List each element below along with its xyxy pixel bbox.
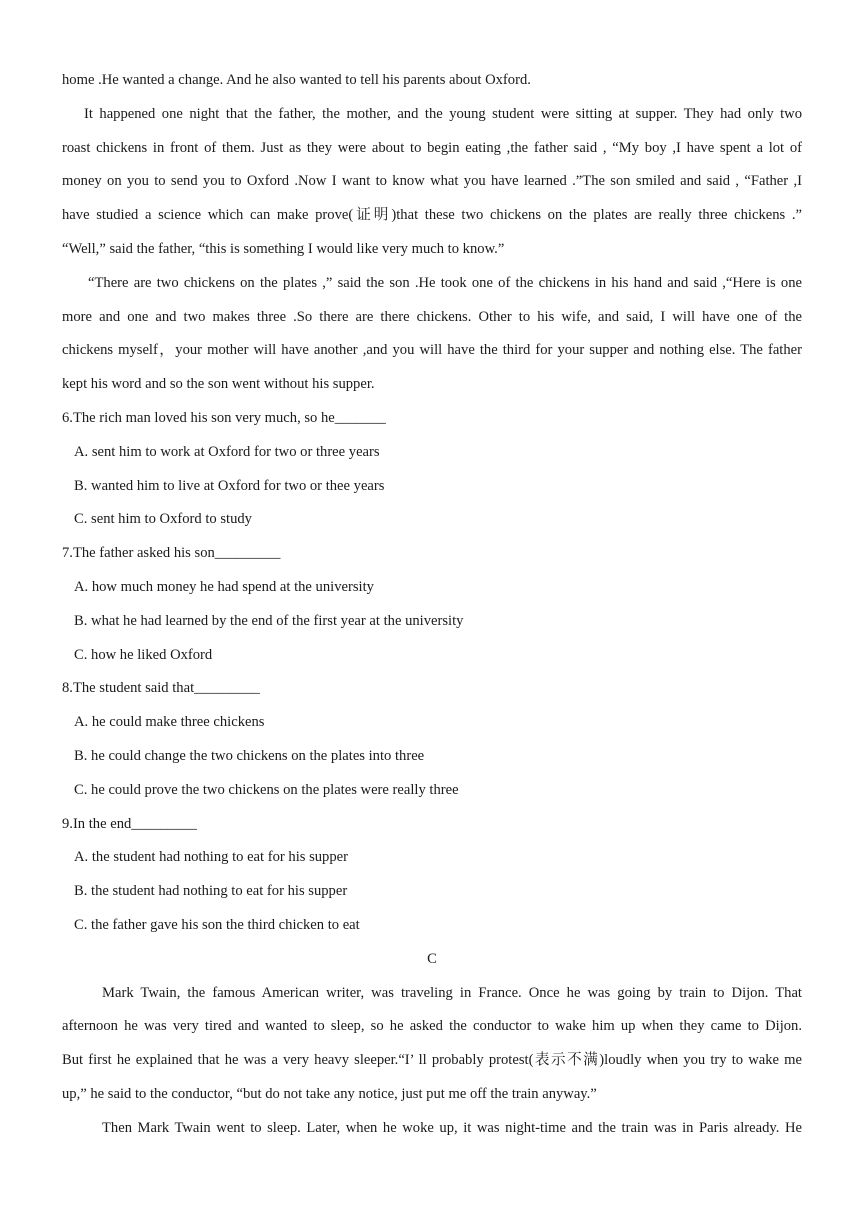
- option-b: B. he could change the two chickens on the plates into three: [74, 747, 425, 764]
- passage-line: “There are two chickens on the plates ,” said the son .He took one of the chickens in his hand and said ,“Here is one: [88, 274, 802, 291]
- question-6: [62, 402, 802, 537]
- passage-line: It happened one night that the father, the mother, and the young student were sitting at supper. They had only two: [84, 105, 802, 122]
- question-8: [62, 672, 802, 807]
- passage-line: have studied a science which can make prove(证明)that these two chickens on the plates are really three chickens .”: [62, 207, 802, 224]
- document-page: [62, 64, 802, 1146]
- option-a: A. the student had nothing to eat for his supper: [74, 849, 348, 866]
- question-stem: 8.The student said that_________: [62, 680, 260, 697]
- passage-line: Mark Twain, the famous American writer, was traveling in France. Once he was going by train to Dijon. That: [102, 984, 802, 1001]
- passage-b: [62, 64, 802, 402]
- passage-line: Then Mark Twain went to sleep. Later, when he woke up, it was night-time and the train was in Paris already. He: [102, 1119, 802, 1136]
- question-stem: 7.The father asked his son_________: [62, 545, 281, 562]
- passage-line: home .He wanted a change. And he also wanted to tell his parents about Oxford.: [62, 72, 531, 88]
- option-a: A. how much money he had spend at the university: [74, 578, 374, 595]
- option-c: C. sent him to Oxford to study: [74, 511, 252, 528]
- passage-line: roast chickens in front of them. Just as they were about to begin eating ,the father said , “My boy ,I have spent a lot of: [62, 139, 802, 156]
- question-stem: 6.The rich man loved his son very much, so he_______: [62, 409, 386, 426]
- passage-line: afternoon he was very tired and wanted to sleep, so he asked the conductor to wake him up when they came to Dijon.: [62, 1018, 802, 1035]
- passage-c: [62, 977, 802, 1146]
- question-stem: 9.In the end_________: [62, 815, 197, 832]
- passage-line: “Well,” said the father, “this is something I would like very much to know.”: [62, 240, 505, 257]
- option-c: C. how he liked Oxford: [74, 646, 213, 663]
- question-7: [62, 537, 802, 672]
- option-a: A. sent him to work at Oxford for two or three years: [74, 443, 380, 460]
- option-c: C. he could prove the two chickens on the plates were really three: [74, 781, 459, 798]
- question-9: [62, 808, 802, 943]
- section-heading: C: [427, 950, 437, 967]
- passage-line: kept his word and so the son went without his supper.: [62, 376, 375, 393]
- option-b: B. wanted him to live at Oxford for two or thee years: [74, 477, 385, 494]
- option-b: B. what he had learned by the end of the first year at the university: [74, 612, 464, 629]
- option-c: C. the father gave his son the third chicken to eat: [74, 916, 360, 933]
- option-b: B. the student had nothing to eat for his supper: [74, 883, 348, 900]
- passage-line: more and one and two makes three .So there are there chickens. Other to his wife, and said, I will have one of the: [62, 308, 802, 325]
- passage-line: money on you to send you to Oxford .Now I want to know what you have learned .”The son smiled and said , “Father ,I: [62, 173, 802, 190]
- passage-line: But first he explained that he was a very heavy sleeper.“I’ ll probably protest(表示不满)loudly when you try to wake me: [62, 1052, 802, 1069]
- passage-line: up,” he said to the conductor, “but do not take any notice, just put me off the train anyway.”: [62, 1085, 597, 1102]
- option-a: A. he could make three chickens: [74, 714, 265, 731]
- passage-line: chickens myself，your mother will have another ,and you will have the third for your supper and nothing else. The father: [62, 342, 802, 359]
